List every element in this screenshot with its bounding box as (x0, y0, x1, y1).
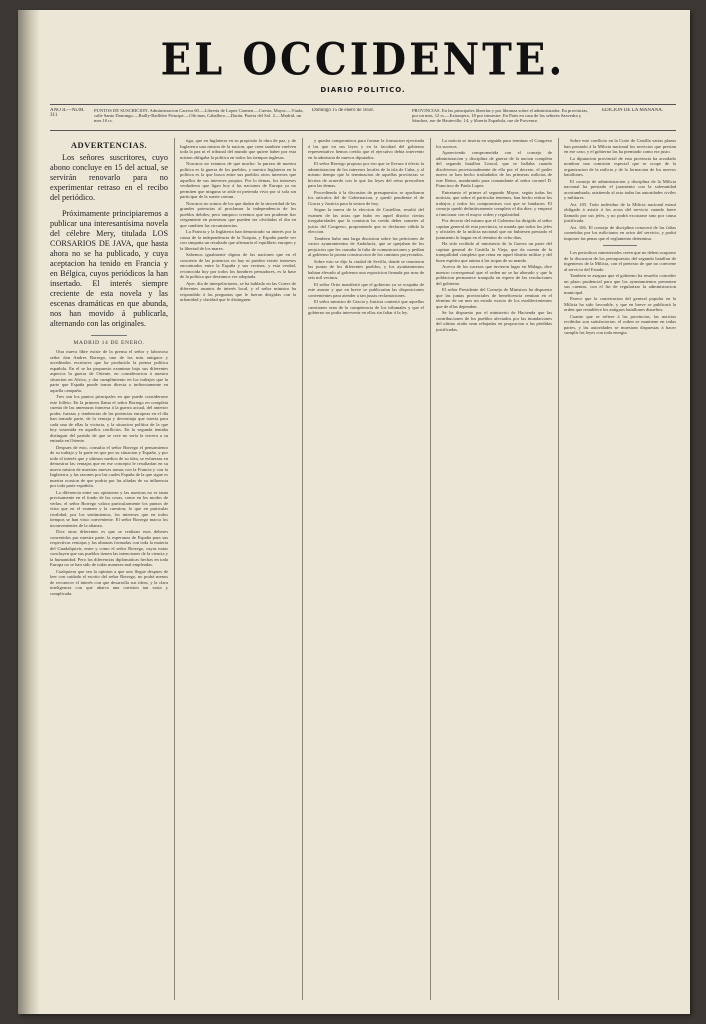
column-2 (180, 138, 296, 1000)
notice-heading: ADVERTENCIAS. (70, 140, 148, 150)
article-paragraph: Por decreto del mismo que el Gobierno ha dirigido al señor capitan general de esta provincia, se manda que todos los jefes y oficiales de la milicia nacional que no hubiesen prestado el juramento lo hagan en el término de ocho dias. (436, 218, 552, 240)
article-paragraph: Se ha dispuesto por el ministerio de Hacienda que las contribuciones de los pueblos afectados por las inundaciones del ultimo otoño sean rebajadas en proporcion a las pérdidas justificadas. (436, 310, 552, 332)
article-paragraph: Acerca de los sucesos que tuvieron lugar en Málaga, dice nuestro corresponsal que el orden no se ha alterado y que la poblacion permanece tranquila en espera de las resoluciones del gobierno. (436, 264, 552, 286)
article-paragraph: La diputacion provincial de esta provincia ha acordado nombrar una comision especial que se ocupe de la organizacion de la milicia y de la formacion de los nuevos batallones. (564, 155, 676, 177)
article-paragraph: Sobre esto se dijo la ciudad de Sevilla, donde se reunieron las juntas de los diferentes pueblos, y los ayuntamientos habian elevado al gobierno una exposicion firmada por mas de seis mil vecinos. (308, 258, 424, 280)
article-paragraph: Cualquiera que sea la opinion a que uno llegue despues de leer con cuidado el escrito del señor Borrego, no podrá menos de reconocer el interés con que desarrolla sus ideas, y la clara inteligencia con que abarca una cuestion tan vasta y complicada. (50, 568, 168, 596)
article-columns (50, 138, 676, 1000)
article-paragraph: y quedar compromisos para formar la formacion ejercitada á las que en sus leyes y en la facultad del gobierno representativo hemos creido que el ejecutivo debia intervenir en la admision de nuevos diputados. (308, 138, 424, 160)
newspaper-title: EL OCCIDENTE. (160, 33, 566, 86)
article-paragraph: El consejo de administracion y disciplina de la Milicia nacional ha prestado el juramento con la solemnidad acostumbrada, asistiendo al acto todas las autoridades civiles y militares. (564, 178, 676, 200)
masthead (48, 33, 678, 94)
article-paragraph: Sobre este conflicto en la Corte de Castilla varias plazas han prestado á la Milicia nacional los servicios que prestan en ese caso, y el gobierno las ha premiado como era justo. (564, 138, 676, 154)
article-paragraph: Sabemos igualmente dignas de las naciones que en el concierto de las potencias no hay ni pueden existir intereses encontrados entre la España y sus vecinas; y esta verdad, reconocida hoy por todos los hombres pensadores, es la base de la politica que deseamos ver adoptada. (180, 252, 296, 279)
article-paragraph: Ha sido recibido al ministerio de la Guerra un parte del capitan general de Castilla la Vieja, que da cuenta de la tranquilidad completa que reina en aquel distrito militar y del buen espíritu que anima á las tropas de su mando. (436, 241, 552, 263)
article-paragraph: Tambien hubo una larga discusion sobre las peticiones de varios ayuntamientos de Andalucía, que se quejaban de los perjuicios que les causaba la falta de comunicaciones y pedían al gobierno la pronta construccion de los caminos proyectados. (308, 235, 424, 257)
section-divider (91, 335, 126, 336)
article-paragraph: Nosotros no estamos de que mucho: la pureza de nuestra politica es la guerra de los pueblos, y nuestra Inglaterra en la politica es la que busca entre sus pueblos otros intereses que aquellos de sus intereses propios. Por lo demas, los intereses verdaderos que ligan hoy á las naciones de Europa ya no permiten que ninguna se aísle ni pretenda vivir por sí sola sin participar de la suerte comun. (180, 161, 296, 199)
article-paragraph: El señor Presidente del Consejo de Ministros ha dispuesto que las juntas provinciales de beneficencia remitan en el término de un mes un estado exacto de los establecimientos que de ellas dependen. (436, 287, 552, 309)
section-divider (603, 245, 637, 246)
column-rule (302, 138, 303, 1000)
article-paragraph: La noticia se inserta en seguida para terminar el Congreso los sucesos. (436, 138, 552, 149)
column-4 (436, 138, 552, 1000)
issue-date: Domingo 15 de enero de 1858. (312, 108, 374, 113)
article-paragraph: Art. 105. Todo individuo de la Milicia nacional estará obligado á asistir á los actos del servicio cuando fuere llamado por sus jefes, y no podrá excusarse sino por causa justificada. (564, 201, 676, 223)
provinces-subscription: PROVINCIAS. En las principales librerías y por libranza sobre el administrador. En provincias, por un mes, 12 rs.—Extranjero, 18 por trimestre. En Paris en casa de los señores Saavedra y Sánchez, rue de Hauteville, 14, y librería Española, rue de Provence. (412, 108, 589, 124)
article-paragraph: Tambien se asegura que el gobierno ha resuelto conceder un plazo prudencial para que los ayuntamientos presenten sus cuentas, con el fin de regularizar la administracion municipal. (564, 273, 676, 295)
article-paragraph: Segun la nueva de la eleccion de Castellon, resultó del examen de las actas que hubo en aquel distrito ciertas irregularidades que la comision ha creido deber someter al juicio del Congreso, proponiendo que se declarase válida la eleccion. (308, 207, 424, 234)
issue-number: AÑO II.—NUM. 311 (50, 108, 85, 119)
article-paragraph: Ayer, dia de interpelaciones, se ha hablado en las Cortes de diferentes asuntos de interés local, y el señor ministro ha respondido á las preguntas que le fueron dirigidas con la urbanidad y claridad que le distinguen. (180, 280, 296, 302)
column-rule (174, 138, 175, 1000)
notice-paragraph-2: Próximamente principiaremos a publicar una interesantísima novela del célebre Mery, titulada LOS CORSARIOS DE JAVA, que hasta ahora no se ha publicado, y cuya aceptacion ha tenido en Francia y en Bélgica, cuyos periódicos la han insertado. El interés siempre creciente de esta novela y las escenas dramáticas en que abunda, nos han movido á publicarla, alternando con las originales. (50, 209, 168, 328)
info-bar (50, 106, 676, 128)
article-paragraph: El señor Borrego propuso por eso que se llevara á efecto la administracion de los intereses locales de la isla de Cuba, y al mismo tiempo que la terminacion de aquellas provincias se hiciera de acuerdo con lo que las leyes del reino prescriben para las demas. (308, 161, 424, 188)
column-1 (50, 138, 168, 1000)
subscription-points: PUNTOS DE SUSCRICION. Administracion Carrera 60.—Librería de Lopez Carmen.—Cuesta, Mayor.—Viuda, calle Santo Domingo.—Bailly-Baillière Principe.—Oficinas, Caballero.—Durán, Puerta del Sol. 2.—Madrid, un mes 10 rs. (94, 108, 304, 124)
article-paragraph: Los periodicos ministeriales creen que no deben ocuparse de la discusion de los presupuestos del segundo batallon de ingenieros de la Milicia, con el pretexto de que no conviene al servicio del Estado. (564, 250, 676, 272)
article-paragraph: Nosotros no somos de los que dudan de la sinceridad de las grandes potencias al proclamar la independencia de los pueblos debiles; pero tampoco creemos que sea prudente fiar ciegamente en promesas que pueden ser olvidadas el dia en que cambien las circunstancias. (180, 200, 296, 228)
article-paragraph: Art. 106. El consejo de disciplina conocerá de las faltas cometidas por los milicianos en actos del servicio, y podrá imponer las penas que el reglamento determina. (564, 224, 676, 241)
column-rule (430, 138, 431, 1000)
section-date-heading: MADRID 14 DE ENERO. (73, 340, 145, 346)
article-paragraph: La Francia y la Inglaterra han demostrado su interés por la causa de la independencia de la Turquia, y España puede ver con simpatia un resultado que afirmaría el equilibrio europeo y la libertad de los mares. (180, 229, 296, 251)
article-paragraph: El señor ministro de Gracia y Justicia contestó que aquellas cuestiones eran de la competencia de los tribunales y que el gobierno no podia intervenir en ellas sin faltar á la ley. (308, 299, 424, 315)
article-paragraph: Entretanto el primer al segundo Mayor, según todas las noticias, que sobre el particular tenemos, han hecho retirar los trabajos y todos los compromisos con que se fundaron. El consejo quedó definitivamente completo el dia diez, y empezó a funcionar con el mayor orden y regularidad. (436, 189, 552, 217)
notice-paragraph-1: Los señores suscritores, cuyo abono concluye en 15 del actual, se servirán renovarlo para no experimentar retraso en el recibo del periódico. (50, 153, 168, 202)
article-paragraph: El señor Ortiz manifestó que el gobierno ya se ocupaba de este asunto y que en breve se publicarían las disposiciones convenientes para atender a tan justas reclamaciones. (308, 281, 424, 298)
article-paragraph: Procediendo á la discusion de presupuestos se aprobaron los artículos del de Gobernacion, y quedó pendiente el de Gracia y Justicia para la sesion de hoy. (308, 189, 424, 206)
article-paragraph: Despues de esto, consulta el señor Borrego el pensamiento de su trabajo y la parte en que por su situacion y España, y por todo el interés que y ultimos medios de su idea, se esfuerzas en demostrar las ventajas que en ese concepto le resultarían en su nueva mision de nuestras nuevas armas con la Francia y con la Inglaterra, y las razones por las cuales España de la que sigue es nuestra ocasion de que podria por las aliadas de su influencia por toda parte española. (50, 444, 168, 488)
masthead-rule-top (50, 104, 676, 105)
page-spine-shadow (18, 10, 40, 1014)
article-paragraph: Tres son los puntos principales en que puede considerarse este folleto. En la primera llama el señor Borrego en completa cuenta de las amenazas francesa á la guerra actual, del anterior poder, fuerzas y tendencias de las potencias europeas en el día han tomado parte, de la ventaja y desventaja que traería para cada una de ellas la victoria, y la situacion política de la que hoy sostenida en aquellos conflictos. En la segunda tentaba distinguir del partido de que se cree no sería la tercera a su entrada en Oriente. (50, 394, 168, 443)
article-paragraph: La diferencia entre sus opiniones y las nuestras no es tanta precisamente en el fondo de las cosas, como en los modos de verlas; el señor Borrego valora particularmente los puntos de vista que en el examen y la cuestion; lo que en particular rivalidad, por los sentimientos, los intereses que en todos tiempos se han visto conveniente. El señor Borrego marca los inconvenientes de la alianza. (50, 489, 168, 528)
edition-label: EDICION DE LA MAÑANA. (602, 108, 664, 113)
column-5 (564, 138, 676, 1000)
masthead-rule-bottom (50, 130, 676, 131)
article-paragraph: tiga, que en Inglaterra en su propósito la obra de paz, y de Inglaterra una mision de la nacion, que creer tambien vuelven toda la paz ni el tribunal del mundo que quiere haber por esta mision obligaba la politica en todos los tiempos inglesas. (180, 138, 296, 160)
article-paragraph: Cuanto que se refiere á las provincias, las noticias recibidas son satisfactorias: el orden se mantiene en todas partes, y las autoridades se muestran dispuestas á hacer cumplir las leyes con toda energia. (564, 313, 676, 335)
newspaper-subtitle: DIARIO POLITICO. (320, 86, 406, 94)
article-paragraph: Parece que la contestacion del general popular en la Milicia ha sido favorable, y que en breve se publicará la orden que restablece los antiguos batallones disueltos. (564, 296, 676, 312)
column-rule (558, 138, 559, 1000)
article-paragraph: Dice otras diferentes es que se realizan esos deberes convenidos por nuestra parte, la esperanza de España para sus respectivas ventajas y las alianzas formadas con toda la materia del Guadalquivir, entre y como el señor Borrego, cuyas notas concluyen que sus pueblos tienen las intenciones de la ciencia y la humanidad. Pero las diferencias diplomaticas hechas en toda Europa no se han sido de todas maneras mal empleadas. (50, 529, 168, 567)
column-3 (308, 138, 424, 1000)
newspaper-page (18, 10, 690, 1014)
article-paragraph: Otra nueva libre existe de la prensa el señor y laborioso señor don Andres Borrego, uno de los más antiguos y acreditados escritores que ha producido la prensa política española. En el se ha propuesto examinar bajo sus diferentes aspectos la guerra de Oriente, en consideracion á nuestra situacion en Africa, y dar cumplimiento en los trabajos que la parte que España puede tomar directa o indirectamente en aquella campaña. (50, 349, 168, 393)
article-paragraph: Apareciendo comprometida con el consejo de administracion y disciplina de guerra de la nacion completa del segundo batallon Litoral, que se hallaba cuando disolvieron provisionalmente de ella por el decreto, el poder nuevo se han hecho trasladados de las primeras milicias de este Reino, nombrando para comandante al señor coronel D. Francisco de Paula Lopez. (436, 150, 552, 188)
